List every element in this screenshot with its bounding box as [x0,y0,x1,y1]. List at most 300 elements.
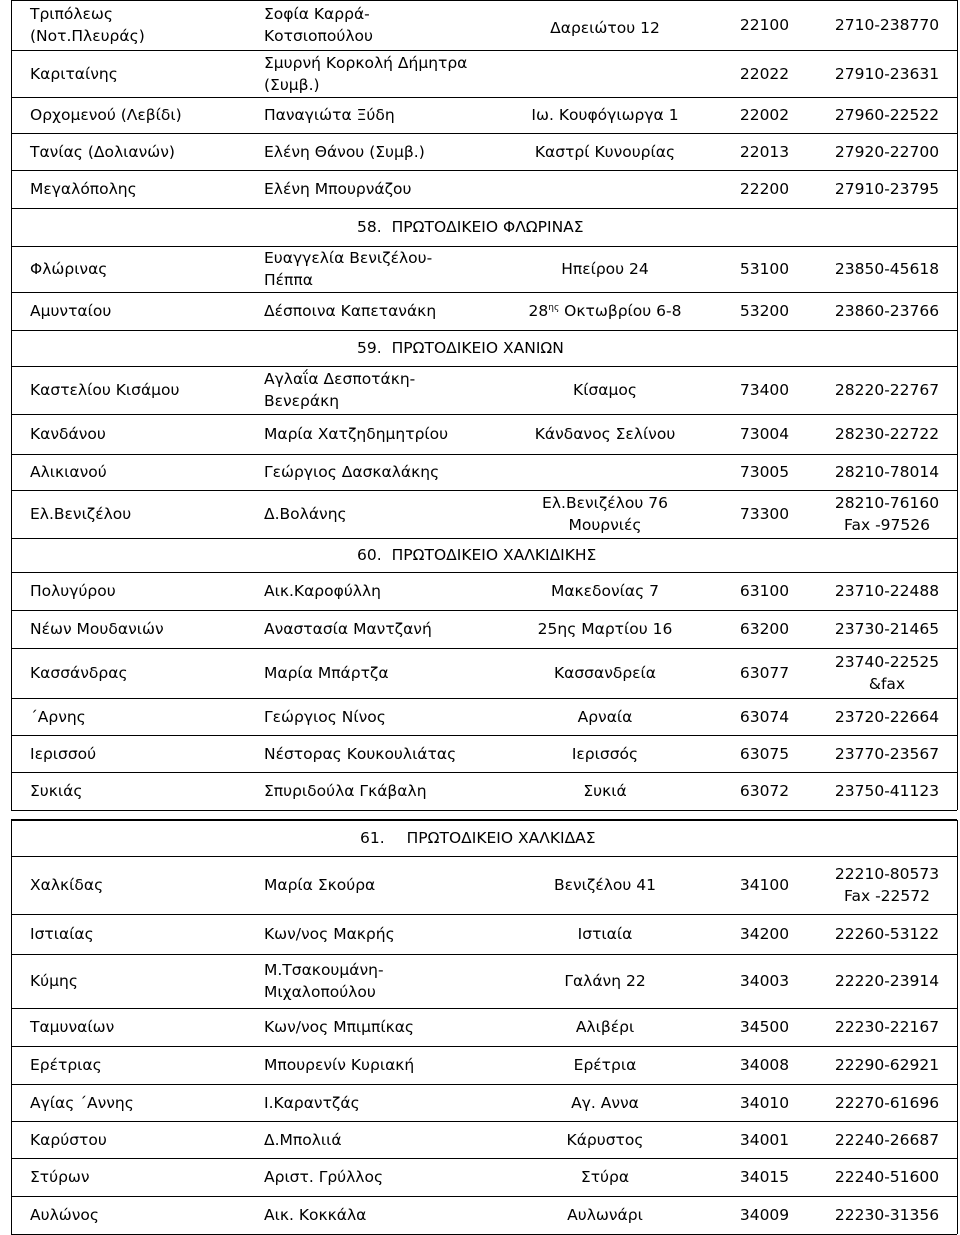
phone-cell [817,610,957,648]
town-cell-line: Τριπόλεως [30,5,113,23]
phone-cell [817,133,957,170]
town-cell [30,1046,240,1084]
table-rule [11,414,12,454]
phone-cell [817,50,957,97]
address-cell-line: Στύρα [580,1168,630,1186]
town-cell-line: Ιερισσού [30,744,97,763]
postal-code-cell-line: 63072 [739,782,790,800]
judge-name-cell-line: Κων/νος Μακρής [264,925,395,943]
phone-cell [817,97,957,133]
address-cell [495,610,715,648]
town-cell [30,1196,240,1234]
table-rule [11,246,12,292]
town-cell-line: Χαλκίδας [30,876,104,894]
judge-name-cell-line: Αγλαΐα Δεσποτάκη- [264,370,416,388]
table-rule [11,1121,12,1158]
address-cell [495,1196,715,1234]
town-cell [30,1121,240,1158]
judge-name-cell-line: Δ.Βολάνης [264,505,347,523]
table-rule [11,1008,12,1046]
table-rule [11,1084,12,1121]
postal-code-cell-line: 63100 [739,582,790,600]
table-rule [957,735,958,772]
town-cell [30,170,240,208]
phone-cell [817,454,957,490]
postal-code-cell [712,292,817,330]
town-cell-line: Ελ.Βενιζέλου [30,505,132,523]
judge-name-cell-line: Μ.Τσακουμάνη- [264,961,384,979]
address-cell-line: Ιστιαία [577,925,633,943]
address-cell-line: Συκιά [583,782,627,800]
phone-cell-line: 23730-21465 [834,620,940,638]
postal-code-cell-line: 34010 [739,1093,790,1112]
table-rule [957,914,958,954]
town-cell-line: Αγίας ΄Αννης [30,1093,134,1112]
table-rule [11,610,12,648]
judge-name-cell-line: Αναστασία Μαντζανή [264,620,432,638]
postal-code-cell [712,490,817,538]
judge-name-cell [264,648,524,698]
phone-cell-line: 22240-26687 [834,1130,940,1149]
phone-cell [817,414,957,454]
town-cell [30,1158,240,1196]
table-rule [957,1121,958,1158]
phone-cell-line: 22220-23914 [834,972,940,990]
phone-cell [817,648,957,698]
table-rule [957,772,958,810]
address-cell [495,735,715,772]
table-rule [957,698,958,735]
address-cell-line: Ηπείρου 24 [561,260,649,278]
phone-cell [817,1084,957,1121]
table-rule [11,133,12,170]
judge-name-cell-line: Ευαγγελία Βενιζέλου- [264,249,433,267]
town-cell [30,292,240,330]
town-cell [30,735,240,772]
table-rule [11,538,12,572]
postal-code-cell [712,97,817,133]
postal-code-cell [712,133,817,170]
phone-cell [817,914,957,954]
address-cell [495,292,715,330]
postal-code-cell [712,454,817,490]
town-cell [30,414,240,454]
postal-code-cell-line: 63200 [739,620,790,638]
phone-cell-line: 23750-41123 [834,782,940,800]
table-rule [11,572,12,610]
phone-cell-line: 22270-61696 [834,1093,940,1112]
phone-cell [817,954,957,1008]
table-rule [11,0,12,50]
judge-name-cell [264,170,524,208]
postal-code-cell [712,170,817,208]
postal-code-cell-line: 63077 [739,664,790,682]
town-cell-line: Αμυνταίου [30,302,112,320]
postal-code-cell [712,1008,817,1046]
town-cell [30,572,240,610]
postal-code-cell [712,1121,817,1158]
postal-code-cell [712,414,817,454]
judge-name-cell-line: Γεώργιος Νίνος [264,707,386,726]
judge-name-cell-line: Πέππα [264,271,313,289]
judge-name-cell [264,572,524,610]
judge-name-cell-line: Παναγιώτα Ξύδη [264,106,395,124]
address-cell [495,856,715,914]
town-cell-line: Καρύστου [30,1130,107,1149]
table-rule [11,170,12,208]
town-cell-line: Κύμης [30,972,78,990]
table-rule [957,366,958,414]
table-rule [957,454,958,490]
judge-name-cell [264,735,524,772]
address-cell [495,414,715,454]
table-rule [11,330,12,366]
table-rule [11,810,957,811]
town-cell-line: Κασσάνδρας [30,664,128,682]
postal-code-cell [712,610,817,648]
address-cell-line: Κάρυστος [566,1130,644,1149]
postal-code-cell-line: 34001 [739,1130,790,1149]
address-cell [495,454,715,490]
postal-code-cell [712,735,817,772]
phone-cell [817,856,957,914]
address-cell-line: Μουρνιές [568,516,642,534]
section-header [357,208,584,246]
address-cell [495,772,715,810]
phone-cell [817,1046,957,1084]
judge-name-cell-line: (Συμβ.) [264,75,320,94]
judge-name-cell-line: Μαρία Χατζηδημητρίου [264,425,449,443]
phone-cell-line: 23770-23567 [834,744,940,763]
phone-cell-line: Fax -97526 [844,516,930,534]
postal-code-cell-line: 22022 [739,64,790,83]
postal-code-cell-line: 22200 [739,180,790,198]
table-rule [11,208,12,246]
judge-name-cell [264,954,524,1008]
town-cell [30,50,240,97]
judge-name-cell [264,97,524,133]
town-cell [30,698,240,735]
address-cell [495,0,715,56]
table-rule [11,698,12,735]
judge-name-cell-line: Σπυριδούλα Γκάβαλη [264,782,427,800]
address-cell-line: Γαλάνη 22 [564,972,646,990]
town-cell [30,454,240,490]
town-cell [30,0,240,50]
judge-name-cell [264,856,524,914]
postal-code-cell [712,914,817,954]
postal-code-cell [712,366,817,414]
address-line [529,300,682,322]
table-rule [957,1084,958,1121]
postal-code-cell-line: 73005 [739,463,790,481]
section-title: ΠΡΩΤΟΔΙΚΕΙΟ ΧΑΛΚΙΔΙΚΗΣ [391,546,597,564]
town-cell-line: Νέων Μουδανιών [30,620,164,638]
town-cell-line: Ερέτριας [30,1056,102,1074]
section-header [357,538,596,572]
phone-cell-line: 23860-23766 [834,302,940,320]
town-cell [30,914,240,954]
address-cell [495,954,715,1008]
address-cell [495,366,715,414]
table-rule [957,572,958,610]
phone-cell [817,170,957,208]
town-cell-line: Ορχομενού (Λεβίδι) [30,106,182,124]
postal-code-cell [712,0,817,50]
address-cell-line: Ιερισσός [571,744,639,763]
judge-name-cell-line: Γεώργιος Δασκαλάκης [264,463,440,481]
section-number: 59. [357,339,382,357]
judge-name-cell [264,1046,524,1084]
postal-code-cell [712,50,817,97]
postal-code-cell [712,1084,817,1121]
judge-name-cell [264,50,524,97]
address-cell [495,490,715,538]
postal-code-cell-line: 73300 [739,505,790,523]
town-cell-line: Μεγαλόπολης [30,180,137,198]
town-cell-line: Αλικιανού [30,463,107,481]
phone-cell [817,572,957,610]
address-cell-line: Αγ. Αννα [571,1093,639,1112]
section-title: ΠΡΩΤΟΔΙΚΕΙΟ ΧΑΝΙΩΝ [391,339,564,357]
table-rule [11,735,12,772]
judge-name-cell [264,133,524,170]
postal-code-cell [712,698,817,735]
town-cell [30,246,240,292]
section-number: 60. [357,546,382,564]
postal-code-cell-line: 63075 [739,744,790,763]
table-rule [957,208,958,246]
town-cell-line: Καριταίνης [30,64,118,83]
address-cell-line: Ερέτρια [573,1056,637,1074]
address-cell [495,133,715,170]
judge-name-cell [264,1084,524,1121]
table-rule [957,0,958,50]
judge-name-cell [264,366,524,414]
phone-cell-line: &fax [868,675,906,693]
address-cell-line: Δαρειώτου 12 [550,19,660,37]
phone-cell-line: 27920-22700 [834,142,940,161]
table-rule [957,1008,958,1046]
address-cell-line: Μακεδονίας 7 [550,582,660,600]
table-rule [11,1196,12,1234]
table-rule [11,648,12,698]
judge-name-cell-line: Αικ.Καροφύλλη [264,582,381,600]
judge-name-cell-line: Μπουρενίν Κυριακή [264,1056,415,1074]
judge-name-cell-line: Δ.Μπολιιά [264,1130,342,1149]
table-rule [11,1158,12,1196]
town-cell [30,772,240,810]
phone-cell [817,698,957,735]
judge-name-cell-line: Κων/νος Μπιμπίκας [264,1018,415,1036]
town-cell-line: Καστελίου Κισάμου [30,381,180,399]
town-cell-line: ΄Αρνης [30,707,86,726]
address-cell-line: Ελ.Βενιζέλου 76 [542,494,668,512]
section-title: ΠΡΩΤΟΔΙΚΕΙΟ ΦΛΩΡΙΝΑΣ [391,218,584,236]
address-ordinal-suffix: ης [548,302,560,313]
judge-name-cell [264,1008,524,1046]
address-cell-line: Ιω. Κουφόγιωργα 1 [531,106,679,124]
phone-cell-line: 22230-31356 [834,1206,940,1224]
address-cell [495,698,715,735]
postal-code-cell-line: 34100 [739,876,790,894]
address-cell [495,1084,715,1121]
judge-name-cell-line: Σοφία Καρρά- [264,5,370,23]
judge-name-cell [264,610,524,648]
phone-cell-line: 2710-238770 [834,16,940,34]
town-cell-line: Ιστιαίας [30,925,94,943]
address-cell-line: Βενιζέλου 41 [554,876,656,894]
judge-name-cell-line: Βενεράκη [264,392,340,410]
phone-cell-line: 28210-78014 [834,463,940,481]
table-rule [11,366,12,414]
town-cell [30,133,240,170]
judge-name-cell [264,1196,524,1234]
address-cell-line: Αλιβέρι [575,1018,635,1036]
table-rule [11,772,12,810]
table-rule [11,820,12,856]
table-rule [957,414,958,454]
address-cell [495,648,715,698]
town-cell-line: Πολυγύρου [30,582,116,600]
postal-code-cell [712,1158,817,1196]
table-rule [957,538,958,572]
table-rule [957,330,958,366]
table-rule [957,856,958,914]
postal-code-cell [712,1046,817,1084]
judge-name-cell [264,292,524,330]
judge-name-cell [264,454,524,490]
table-rule [11,292,12,330]
table-rule [11,954,12,1008]
section-title: ΠΡΩΤΟΔΙΚΕΙΟ ΧΑΛΚΙΔΑΣ [406,829,596,847]
judge-name-cell-line: Μιχαλοπούλου [264,983,376,1001]
town-cell-line: Στύρων [30,1168,90,1186]
judge-name-cell [264,246,524,292]
town-cell [30,1008,240,1046]
judge-name-cell [264,414,524,454]
judge-name-cell-line: Νέστορας Κουκουλιάτας [264,744,457,763]
section-number: 61. [360,829,385,847]
table-rule [957,954,958,1008]
judge-name-cell-line: Ελένη Μπουρνάζου [264,180,412,198]
postal-code-cell-line: 73004 [739,425,790,443]
phone-cell [817,292,957,330]
judge-name-cell-line: Ι.Καραντζάς [264,1093,360,1112]
table-rule [957,490,958,538]
table-rule [11,490,12,538]
address-cell [495,1121,715,1158]
phone-cell-line: 23740-22525 [834,653,940,671]
postal-code-cell-line: 34500 [739,1018,790,1036]
table-rule [957,246,958,292]
town-cell [30,490,240,538]
town-cell [30,1084,240,1121]
phone-cell [817,246,957,292]
phone-cell [817,1158,957,1196]
phone-cell-line: 22210-80573 [834,865,940,883]
town-cell [30,97,240,133]
phone-cell [817,1196,957,1234]
postal-code-cell-line: 53100 [739,260,790,278]
judge-name-cell [264,490,524,538]
table-rule [11,97,12,133]
postal-code-cell [712,246,817,292]
phone-cell-line: 28230-22722 [834,425,940,443]
town-cell-line: Συκιάς [30,782,83,800]
town-cell-line: Ταμυναίων [30,1018,115,1036]
postal-code-cell-line: 34003 [739,972,790,990]
phone-cell [817,490,957,538]
postal-code-cell-line: 22100 [739,16,790,34]
phone-cell-line: 23850-45618 [834,260,940,278]
address-cell [495,1008,715,1046]
judge-name-cell-line: Μαρία Σκούρα [264,876,376,894]
postal-code-cell [712,648,817,698]
town-cell [30,610,240,648]
phone-cell [817,772,957,810]
phone-cell-line: 22260-53122 [834,925,940,943]
postal-code-cell-line: 73400 [739,381,790,399]
table-rule [957,133,958,170]
phone-cell [817,0,957,50]
phone-cell-line: 28220-22767 [834,381,940,399]
town-cell-line: Τανίας (Δολιανών) [30,142,175,161]
town-cell [30,366,240,414]
address-number: 28 [528,302,549,320]
postal-code-cell-line: 22002 [739,106,790,124]
table-rule [957,1196,958,1234]
table-rule [11,454,12,490]
address-cell-line: Καστρί Κυνουρίας [534,142,676,161]
table-rule [957,292,958,330]
judge-name-cell [264,0,524,50]
phone-cell-line: 22230-22167 [834,1018,940,1036]
phone-cell [817,1121,957,1158]
address-cell [495,246,715,292]
table-rule [11,914,12,954]
town-cell-line: Κανδάνου [30,425,106,443]
phone-cell-line: 27910-23631 [834,64,940,83]
phone-cell-line: 28210-76160 [834,494,940,512]
town-cell [30,954,240,1008]
address-cell [495,914,715,954]
address-cell [495,572,715,610]
section-header [360,820,596,856]
town-cell [30,648,240,698]
table-rule [957,1158,958,1196]
table-rule [957,50,958,97]
address-cell-line: Κίσαμος [573,381,637,399]
judge-name-cell [264,914,524,954]
address-cell [495,1158,715,1196]
town-cell-line: Φλώρινας [30,260,108,278]
postal-code-cell [712,856,817,914]
section-header [357,330,564,366]
judge-name-cell-line: Ελένη Θάνου (Συμβ.) [264,142,425,161]
table-rule [11,856,12,914]
phone-cell [817,735,957,772]
address-cell-line: Κάνδανος Σελίνου [534,425,676,443]
town-cell-line: Αυλώνος [30,1206,99,1224]
address-cell [495,97,715,133]
table-rule [11,50,12,97]
table-rule [957,1046,958,1084]
judge-name-cell [264,1158,524,1196]
town-cell-line: (Νοτ.Πλευράς) [30,27,145,45]
table-rule [957,820,958,856]
postal-code-cell [712,772,817,810]
